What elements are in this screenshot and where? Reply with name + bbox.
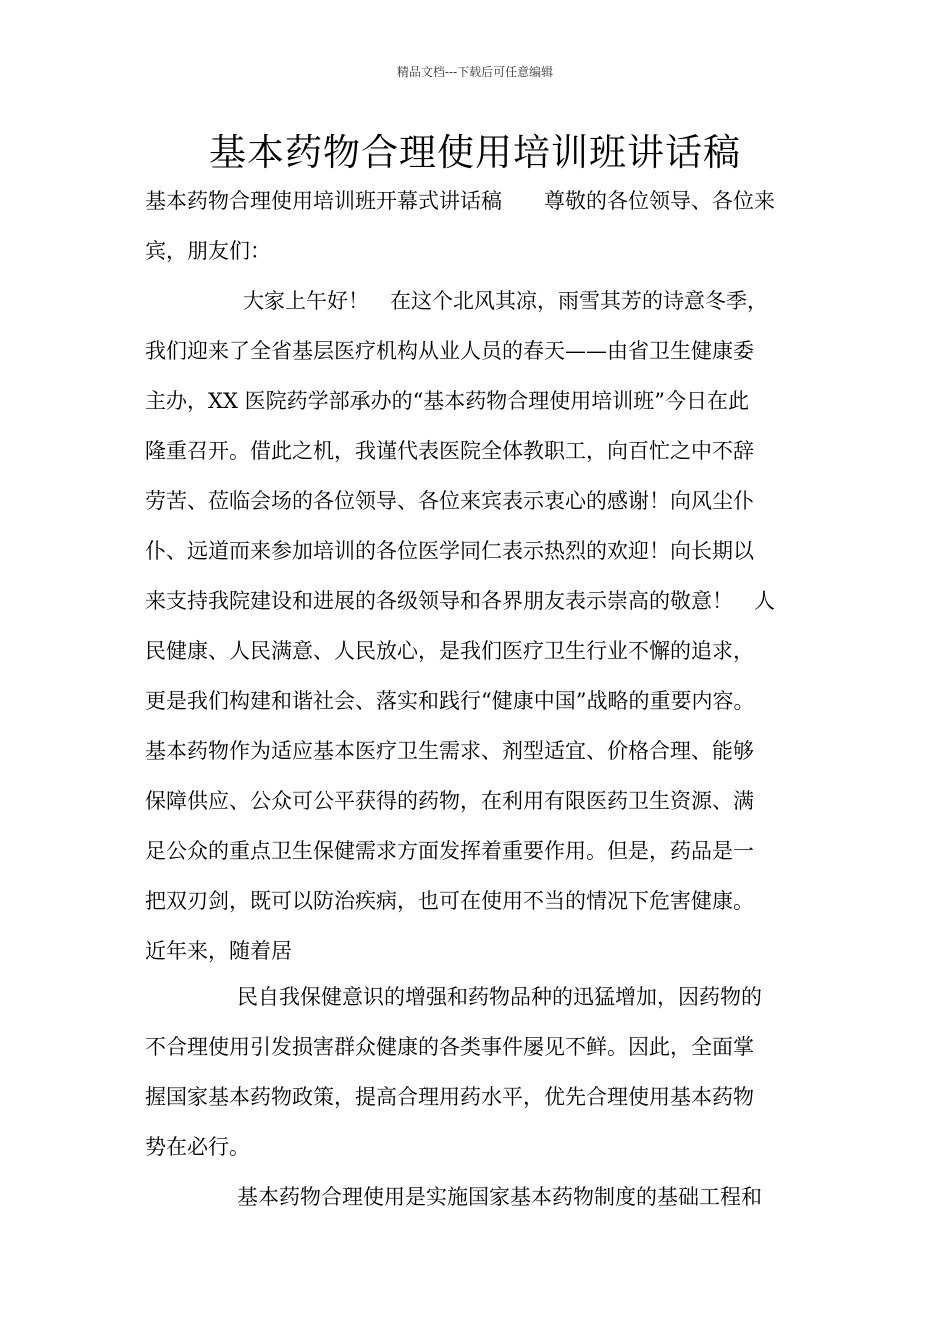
paragraph-3 <box>145 1172 825 1222</box>
text-line: 近年来，随着居 <box>145 939 292 963</box>
text-line: 足公众的重点卫生保健需求方面发挥着重要作用。但是，药品是一 <box>145 839 754 863</box>
text-line: 把双刃剑，既可以防治疾病，也可在使用不当的情况下危害健康。 <box>145 889 754 913</box>
paragraph-1 <box>145 276 825 976</box>
text-line: 基本药物合理使用是实施国家基本药物制度的基础工程和 <box>237 1185 762 1209</box>
text-line: 大家上午好！ 在这个北风其凉，雨雪其芳的诗意冬季， <box>243 289 768 313</box>
text-line: 基本药物合理使用培训班开幕式讲话稿 尊敬的各位领导、各位来 <box>145 189 775 213</box>
document-title: 基本药物合理使用培训班讲话稿 <box>209 131 741 174</box>
text-line: 保障供应、公众可公平获得的药物，在利用有限医药卫生资源、满 <box>145 789 754 813</box>
text-line: 劳苦、莅临会场的各位领导、各位来宾表示衷心的感谢！向风尘仆 <box>145 489 754 513</box>
opening-block <box>145 176 825 276</box>
text-line: 来支持我院建设和进展的各级领导和各界朋友表示崇高的敬意！ 人 <box>145 589 775 613</box>
text-line: 不合理使用引发损害群众健康的各类事件屡见不鲜。因此，全面掌 <box>145 1035 754 1059</box>
text-line: 基本药物作为适应基本医疗卫生需求、剂型适宜、价格合理、能够 <box>145 739 754 763</box>
text-line: 民自我保健意识的增强和药物品种的迅猛增加，因药物的 <box>237 985 762 1009</box>
text-line: 仆、远道而来参加培训的各位医学同仁表示热烈的欢迎！向长期以 <box>145 539 754 563</box>
header-note: 精品文档---下载后可任意编辑 <box>396 65 554 79</box>
text-line: 民健康、人民满意、人民放心，是我们医疗卫生行业不懈的追求， <box>145 639 754 663</box>
text-line: 更是我们构建和谐社会、落实和践行“健康中国”战略的重要内容。 <box>145 689 755 713</box>
paragraph-2 <box>145 972 825 1172</box>
text-line: 隆重召开。借此之机，我谨代表医院全体教职工，向百忙之中不辞 <box>145 439 754 463</box>
text-line: 宾，朋友们： <box>145 239 271 263</box>
text-line: 主办，XX 医院药学部承办的“基本药物合理使用培训班”今日在此 <box>145 389 750 413</box>
text-line: 握国家基本药物政策，提高合理用药水平，优先合理使用基本药物 <box>145 1085 754 1109</box>
text-line: 势在必行。 <box>145 1135 250 1159</box>
text-line: 我们迎来了全省基层医疗机构从业人员的春天——由省卫生健康委 <box>145 339 754 363</box>
